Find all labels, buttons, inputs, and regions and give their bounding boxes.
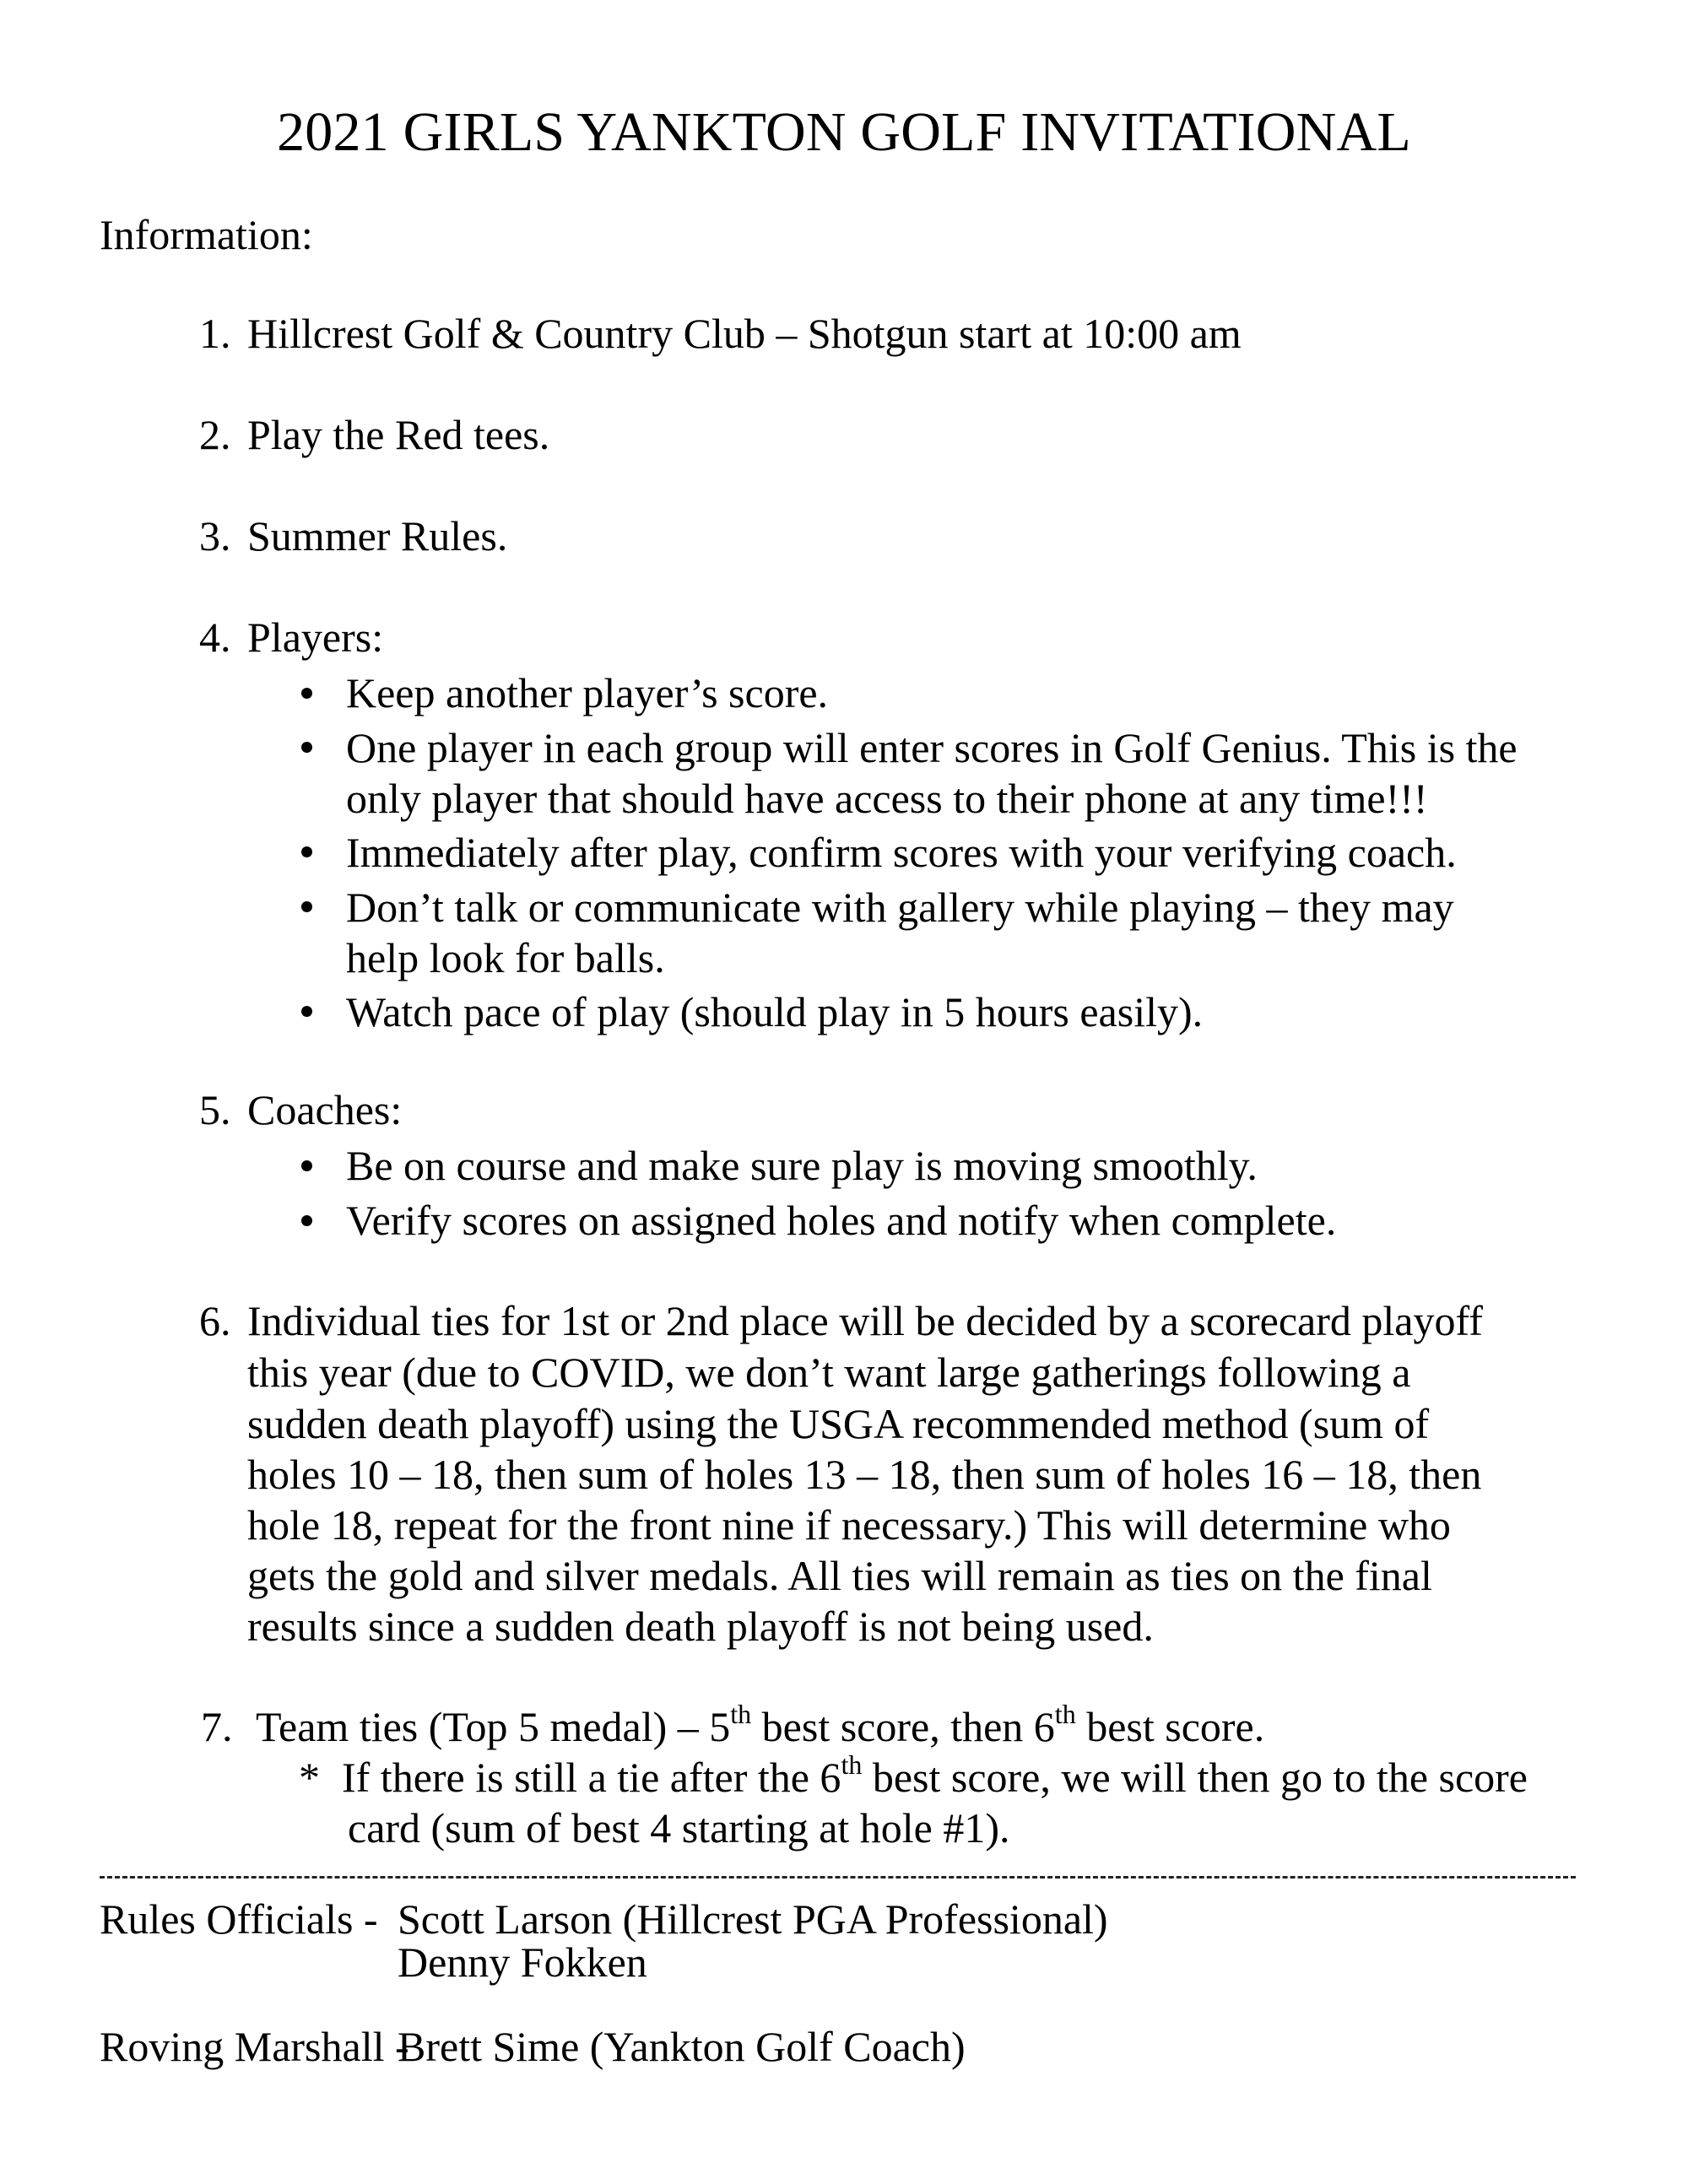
item-text: Summer Rules. — [247, 512, 508, 560]
item-text: this year (due to COVID, we don’t want large gatherings following a — [247, 1349, 1411, 1396]
item-heading: Players: — [247, 614, 384, 661]
note-text — [342, 1749, 1528, 1801]
bullet-icon — [301, 1160, 312, 1171]
item-text: gets the gold and silver medals. All ties will remain as ties on the final — [247, 1552, 1432, 1599]
bullet-icon — [301, 742, 312, 753]
ordinal-suffix: th — [730, 1699, 752, 1730]
bullet-text-continued: only player that should have access to their phone at any time!!! — [346, 775, 1428, 822]
bullet-icon — [301, 1215, 312, 1226]
bullet-text-continued: help look for balls. — [346, 934, 665, 981]
roving-marshall-label: Roving Marshall - — [100, 2023, 409, 2070]
note-text-continued: card (sum of best 4 starting at hole #1). — [348, 1804, 1010, 1852]
item-number: 2. — [199, 411, 231, 458]
item-number: 4. — [199, 614, 231, 661]
asterisk-marker: * — [299, 1754, 320, 1801]
text-part: best score. — [1075, 1703, 1265, 1750]
bullet-text: Immediately after play, confirm scores with your verifying coach. — [346, 829, 1457, 876]
text-part: best score, we will then go to the score — [862, 1754, 1528, 1801]
rules-official-name: Scott Larson (Hillcrest PGA Professional) — [398, 1895, 1108, 1943]
text-part: If there is still a tie after the 6 — [342, 1754, 841, 1801]
bullet-icon — [301, 846, 312, 857]
item-number: 6. — [199, 1297, 231, 1344]
item-text: results since a sudden death playoff is not being used. — [247, 1603, 1154, 1650]
item-text: Individual ties for 1st or 2nd place will be decided by a scorecard playoff — [247, 1297, 1483, 1344]
dashed-divider — [100, 1876, 1576, 1879]
item-number: 1. — [199, 310, 231, 357]
text-part: Team ties (Top 5 medal) – 5 — [256, 1703, 731, 1750]
bullet-text: Keep another player’s score. — [346, 669, 829, 716]
item-text: holes 10 – 18, then sum of holes 13 – 18, then sum of holes 16 – 18, then — [247, 1451, 1482, 1498]
bullet-text: Watch pace of play (should play in 5 hours easily). — [346, 988, 1204, 1035]
document-title: 2021 GIRLS YANKTON GOLF INVITATIONAL — [277, 101, 1411, 163]
item-text: hole 18, repeat for the front nine if necessary.) This will determine who — [247, 1501, 1451, 1549]
roving-marshall-name: Brett Sime (Yankton Golf Coach) — [398, 2023, 966, 2070]
item-number: 3. — [199, 512, 231, 560]
item-text: Hillcrest Golf & Country Club – Shotgun start at 10:00 am — [247, 310, 1242, 357]
bullet-icon — [301, 1006, 312, 1017]
item-number: 5. — [199, 1086, 231, 1133]
bullet-icon — [301, 688, 312, 699]
rules-officials-label: Rules Officials - — [100, 1895, 378, 1943]
item-number: 7. — [201, 1703, 233, 1750]
item-text: sudden death playoff) using the USGA recommended method (sum of — [247, 1400, 1430, 1447]
rules-official-name: Denny Fokken — [398, 1938, 647, 1986]
bullet-text: One player in each group will enter scores in Golf Genius. This is the — [346, 724, 1518, 771]
section-heading: Information: — [100, 211, 313, 258]
text-part: best score, then 6 — [751, 1703, 1055, 1750]
item-text: Play the Red tees. — [247, 411, 550, 458]
ordinal-suffix: th — [1054, 1699, 1076, 1730]
bullet-icon — [301, 901, 312, 912]
bullet-text: Verify scores on assigned holes and notify when complete. — [346, 1197, 1337, 1244]
item-heading: Coaches: — [247, 1086, 403, 1133]
item-text — [256, 1699, 1265, 1750]
bullet-text: Don’t talk or communicate with gallery while playing – they may — [346, 884, 1454, 931]
ordinal-suffix: th — [841, 1749, 863, 1781]
bullet-text: Be on course and make sure play is moving smoothly. — [346, 1142, 1258, 1189]
